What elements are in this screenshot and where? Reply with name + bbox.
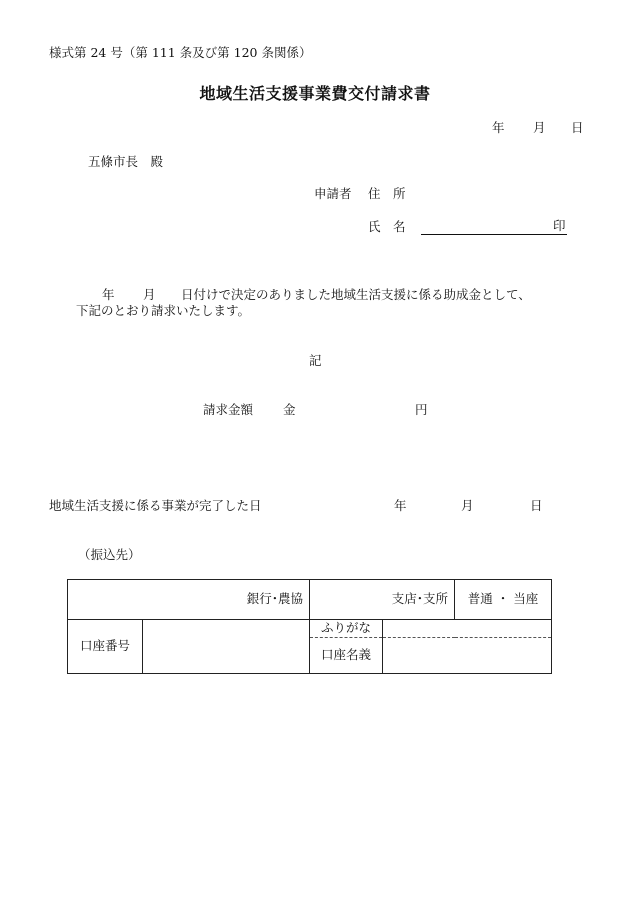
account-type-label: 普通 ・ 当座: [467, 591, 539, 607]
date-year-label: 年: [492, 120, 505, 135]
address-label: 住 所: [368, 186, 406, 201]
furigana-cell[interactable]: [383, 620, 552, 638]
name-signature-line[interactable]: [421, 234, 567, 235]
seal-mark: 印: [553, 218, 566, 233]
branch-name-cell[interactable]: [310, 580, 455, 620]
bank-name-cell[interactable]: [68, 580, 310, 620]
transfer-label: （振込先）: [78, 547, 141, 562]
body-month-label: 月: [143, 287, 156, 302]
claim-amount-label: 請求金額: [203, 402, 254, 417]
bank-suffix-label: 銀行･農協: [246, 591, 304, 607]
branch-suffix-label: 支店･支所: [391, 591, 449, 607]
body-year-label: 年: [102, 287, 115, 302]
account-name-cell[interactable]: [383, 638, 552, 674]
addressee: 五條市長 殿: [88, 154, 164, 169]
account-type-cell[interactable]: [455, 580, 552, 620]
account-number-label: 口座番号: [79, 638, 130, 654]
form-number: 様式第 24 号（第 111 条及び第 120 条関係）: [49, 45, 312, 60]
completion-year-label: 年: [394, 498, 407, 513]
furigana-label: ふりがな: [321, 620, 372, 636]
body-text-line2: 下記のとおり請求いたします。: [76, 303, 251, 318]
completion-day-label: 日: [530, 498, 543, 513]
page-title: 地域生活支援事業費交付請求書: [199, 84, 431, 103]
ki-mark: 記: [309, 353, 322, 368]
account-number-label-cell: [68, 620, 143, 674]
completion-date-label: 地域生活支援に係る事業が完了した日: [49, 498, 262, 513]
account-name-label-cell: [310, 638, 383, 674]
applicant-label: 申請者: [314, 186, 352, 201]
date-day-label: 日: [571, 120, 584, 135]
furigana-label-cell: [310, 620, 383, 638]
account-number-cell[interactable]: [143, 620, 310, 674]
bank-account-table: [67, 579, 552, 674]
name-label: 氏 名: [368, 219, 406, 234]
date-month-label: 月: [533, 120, 546, 135]
claim-yen-label: 円: [415, 402, 428, 417]
completion-month-label: 月: [461, 498, 474, 513]
body-text-line1: 日付けで決定のありました地域生活支援に係る助成金として、: [181, 287, 531, 302]
account-name-label: 口座名義: [321, 647, 372, 663]
claim-kin-label: 金: [283, 402, 296, 417]
